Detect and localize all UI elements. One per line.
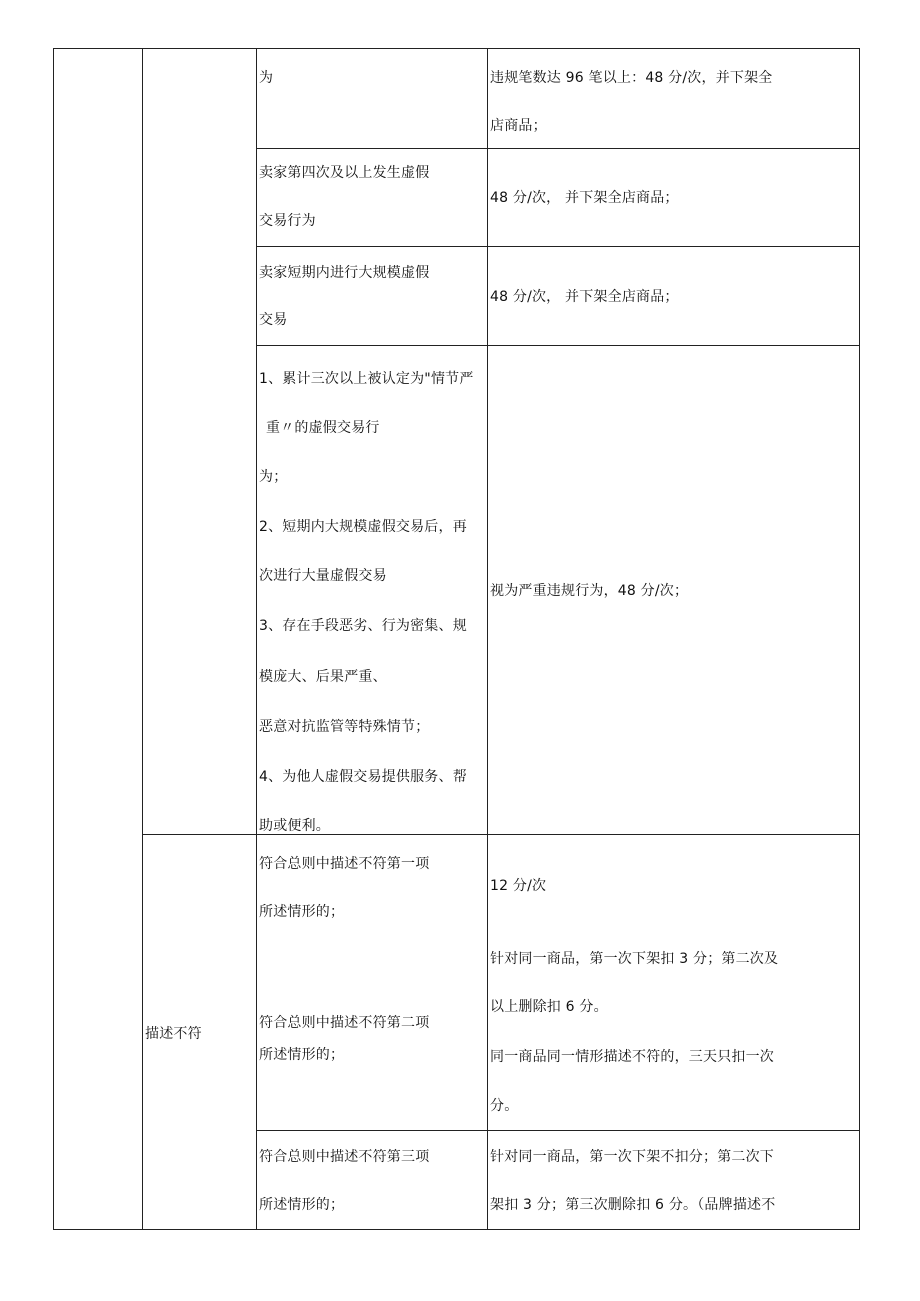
condition-text: 卖家短期内进行大规模虚假 bbox=[259, 265, 430, 281]
table-border-left bbox=[53, 48, 54, 1230]
condition-text: 1、累计三次以上被认定为"情节严 bbox=[259, 371, 474, 387]
penalty-text: 48 分/次， 并下架全店商品； bbox=[490, 190, 679, 206]
condition-text: 3、存在手段恶劣、行为密集、规 bbox=[259, 618, 467, 634]
table-column-divider-1 bbox=[142, 48, 143, 1230]
condition-text: 符合总则中描述不符第二项 bbox=[259, 1015, 430, 1031]
condition-text: 符合总则中描述不符第三项 bbox=[259, 1149, 430, 1165]
condition-text: 为； bbox=[259, 469, 288, 485]
table-column-divider-2 bbox=[256, 48, 257, 1230]
condition-text: 交易行为 bbox=[259, 213, 316, 229]
table-border-top bbox=[53, 48, 860, 49]
condition-text: 卖家第四次及以上发生虚假 bbox=[259, 165, 430, 181]
condition-text: 所述情形的； bbox=[259, 1047, 345, 1063]
penalty-text: 违规笔数达 96 笔以上：48 分/次，并下架全 bbox=[490, 70, 773, 86]
table-border-bottom bbox=[53, 1229, 860, 1230]
category-label: 描述不符 bbox=[145, 1026, 202, 1042]
condition-text: 交易 bbox=[259, 312, 288, 328]
condition-text: 4、为他人虚假交易提供服务、帮 bbox=[259, 769, 467, 785]
penalty-text: 针对同一商品，第一次下架不扣分；第二次下 bbox=[490, 1149, 774, 1165]
penalty-text: 以上删除扣 6 分。 bbox=[490, 999, 608, 1015]
penalty-text: 12 分/次 bbox=[490, 878, 547, 894]
condition-text: 模庞大、后果严重、 bbox=[259, 669, 387, 685]
row-divider-5 bbox=[256, 1130, 860, 1131]
row-divider-3 bbox=[256, 345, 860, 346]
penalty-text: 架扣 3 分；第三次删除扣 6 分。（品牌描述不 bbox=[490, 1197, 776, 1213]
table-border-right bbox=[859, 48, 860, 1230]
row-divider-1 bbox=[256, 148, 860, 149]
condition-text: 符合总则中描述不符第一项 bbox=[259, 856, 430, 872]
condition-text: 助或便利。 bbox=[259, 818, 330, 834]
penalty-text: 分。 bbox=[490, 1098, 519, 1114]
row-divider-2 bbox=[256, 246, 860, 247]
penalty-text: 同一商品同一情形描述不符的，三天只扣一次 bbox=[490, 1049, 774, 1065]
condition-text: 次进行大量虚假交易 bbox=[259, 568, 387, 584]
row-divider-4 bbox=[142, 834, 860, 835]
condition-text: 为 bbox=[259, 70, 274, 86]
penalty-text: 48 分/次， 并下架全店商品； bbox=[490, 289, 679, 305]
condition-text: 重〃的虚假交易行 bbox=[266, 420, 380, 436]
condition-text: 恶意对抗监管等特殊情节； bbox=[259, 719, 430, 735]
penalty-text: 针对同一商品，第一次下架扣 3 分；第二次及 bbox=[490, 951, 779, 967]
condition-text: 所述情形的； bbox=[259, 904, 345, 920]
condition-text: 2、短期内大规模虚假交易后，再 bbox=[259, 519, 467, 535]
penalty-text: 店商品； bbox=[490, 118, 547, 134]
condition-text: 所述情形的； bbox=[259, 1197, 345, 1213]
penalty-text: 视为严重违规行为，48 分/次； bbox=[490, 583, 689, 599]
table-column-divider-3 bbox=[487, 48, 488, 1230]
